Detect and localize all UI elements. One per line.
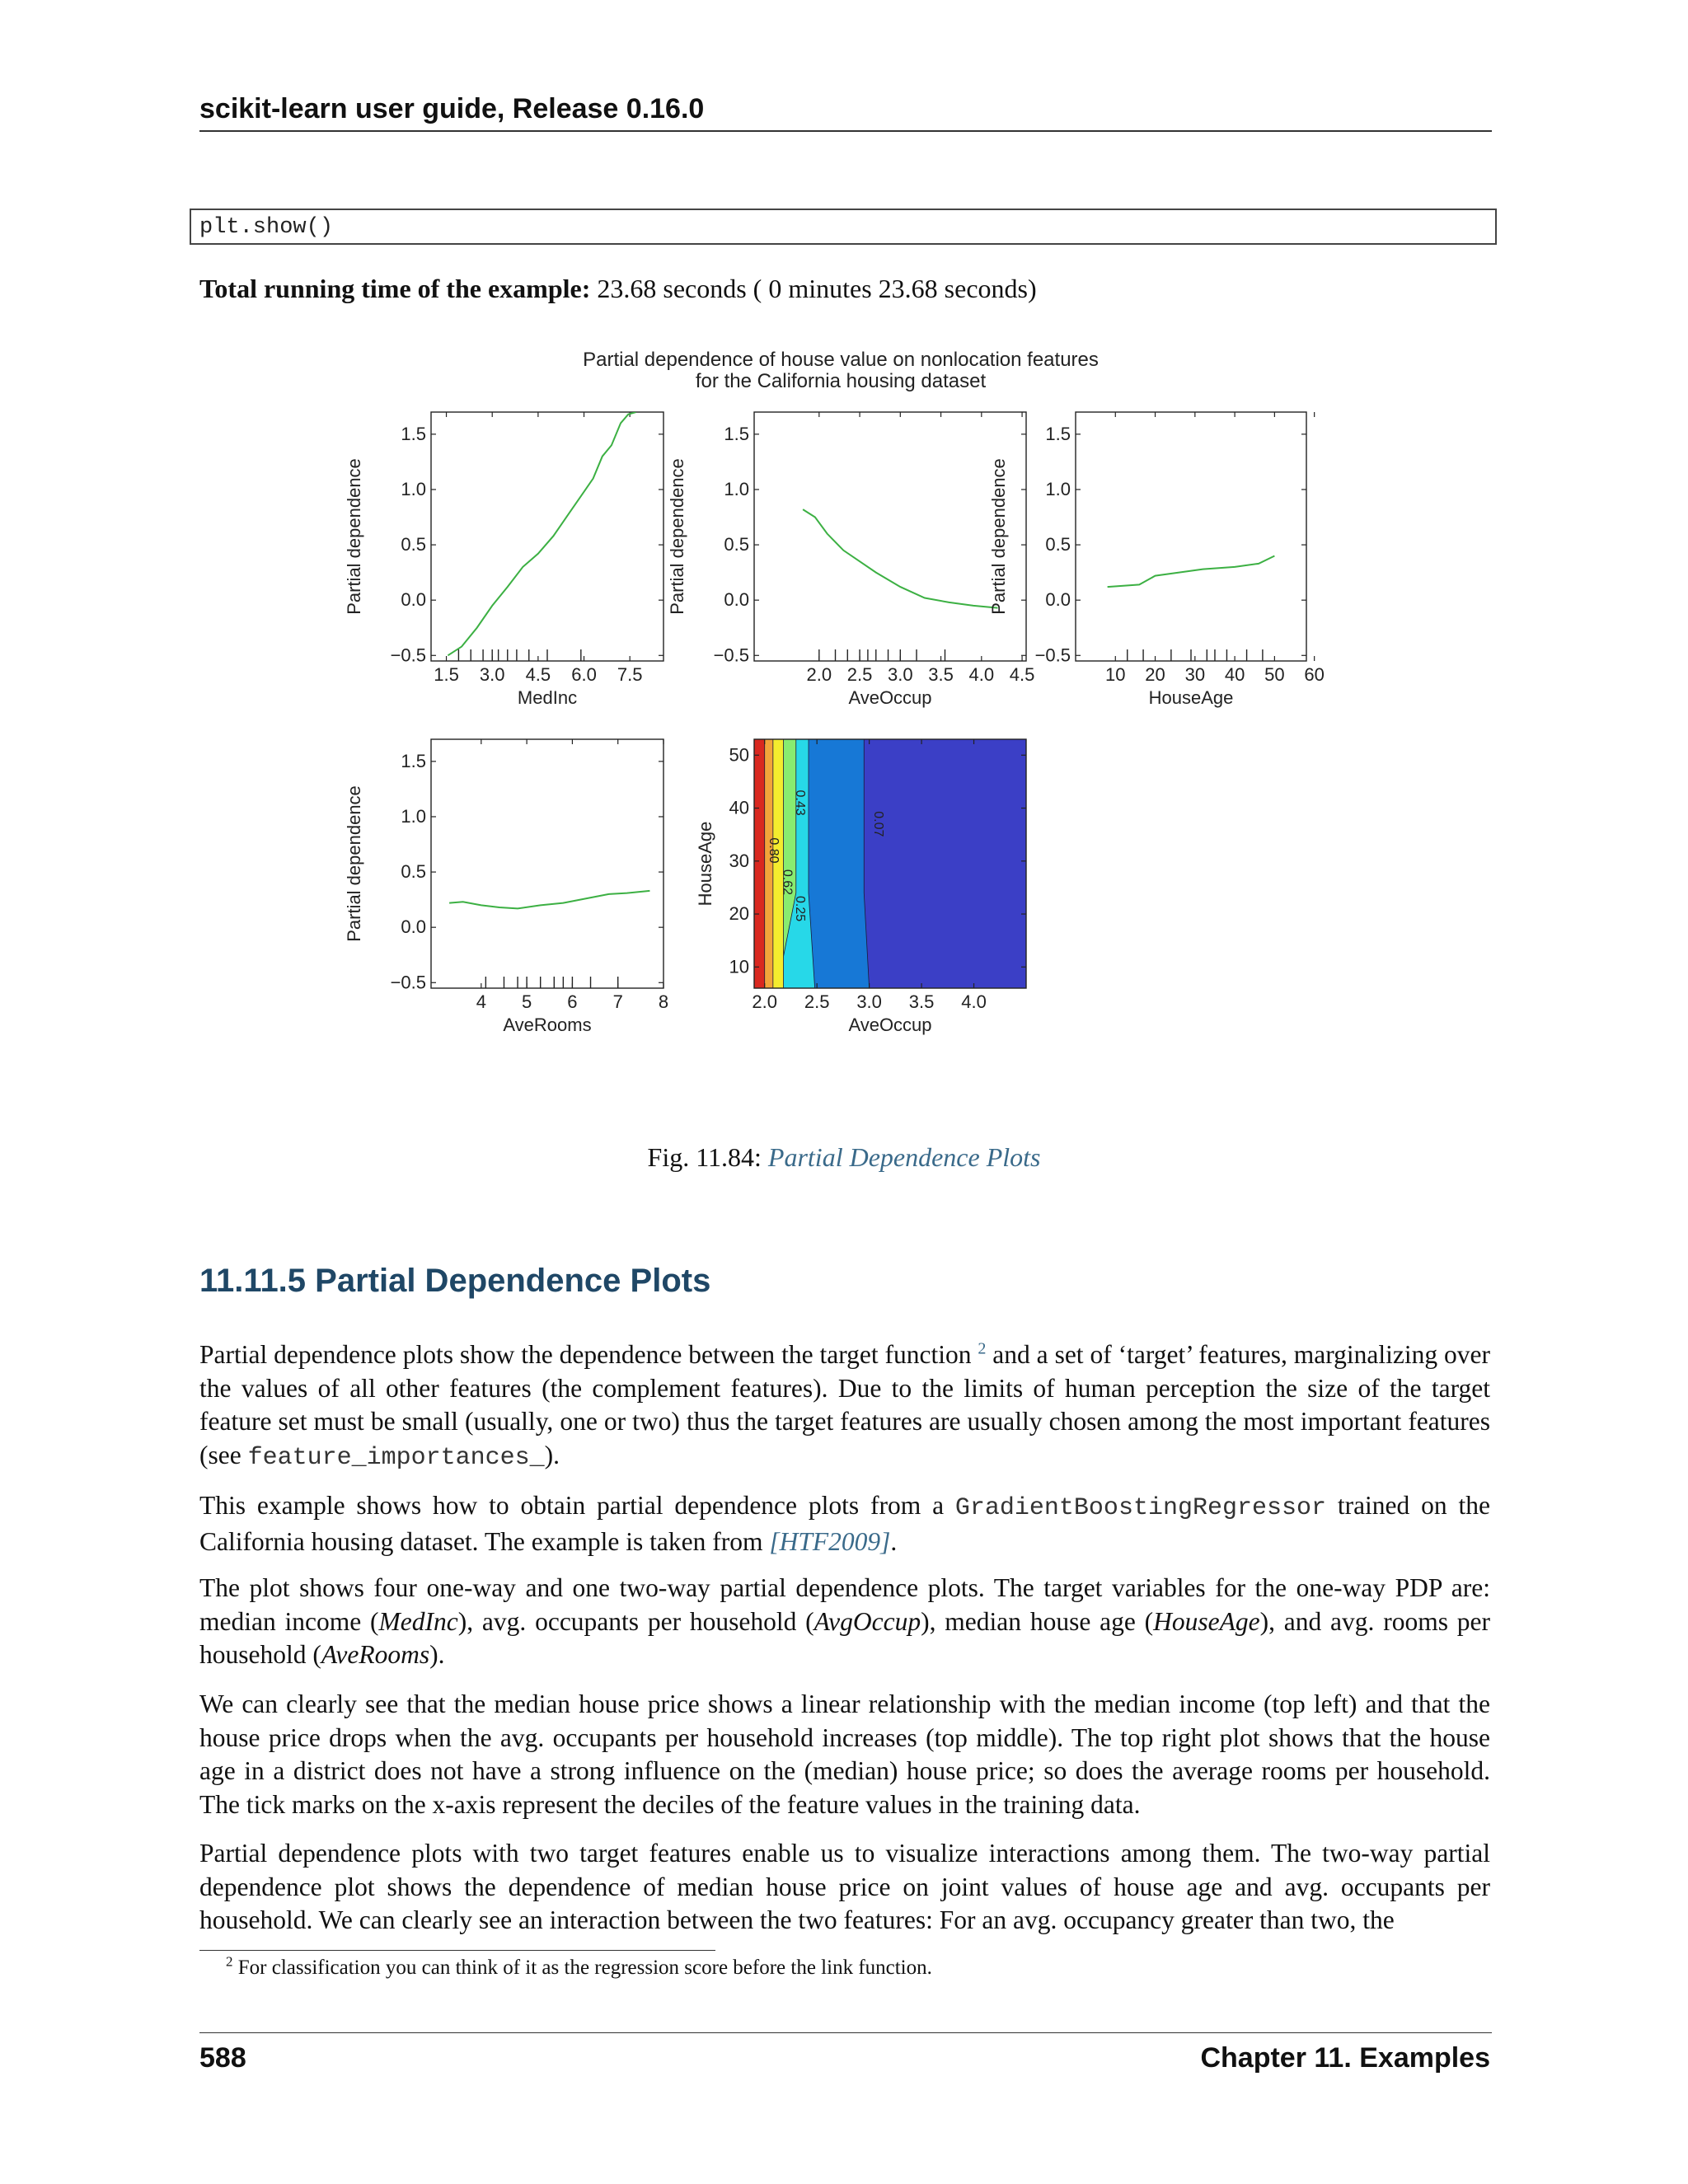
y-tick-label: 0.0 (401, 916, 426, 938)
p3-averooms: AveRooms (321, 1640, 430, 1669)
pd-line (1108, 555, 1275, 587)
y-tick-label: −0.5 (1034, 644, 1071, 666)
pd-line (449, 891, 649, 908)
y-tick-label: 1.5 (1045, 423, 1071, 444)
y-axis-label: Partial dependence (344, 785, 364, 942)
axes-frame (754, 412, 1026, 661)
y-tick-label: −0.5 (390, 972, 426, 993)
y-tick-label: 0.5 (401, 534, 426, 555)
y-tick-label: 1.0 (401, 805, 426, 827)
x-axis-label: MedInc (517, 687, 578, 708)
y-tick-label: 0.0 (724, 589, 749, 611)
p3-text-d: ), and avg. rooms per household ( (199, 1606, 1490, 1669)
p1-code: feature_importances_ (247, 1443, 545, 1472)
y-axis-label: HouseAge (695, 821, 715, 907)
contour-label: 0.80 (767, 837, 781, 864)
p3-text-e: ). (429, 1640, 445, 1669)
x-axis-label: AveOccup (848, 1015, 932, 1035)
y-tick-label: 1.5 (401, 423, 426, 444)
y-tick-label: 30 (729, 850, 749, 871)
partial-dependence-figure (313, 330, 1368, 1071)
paragraph-3 (199, 1572, 1490, 1672)
p3-text-c: ), median house age ( (921, 1606, 1154, 1636)
running-header: scikit-learn user guide, Release 0.16.0 (199, 93, 705, 124)
x-tick-label: 6 (567, 991, 578, 1012)
y-tick-label: 0.0 (1045, 589, 1071, 611)
x-tick-label: 10 (1105, 664, 1126, 685)
x-tick-label: 2.5 (846, 664, 873, 685)
p3-avgoccup: AvgOccup (814, 1606, 921, 1636)
y-axis-label: Partial dependence (344, 458, 364, 615)
x-tick-label: 20 (1145, 664, 1165, 685)
pd-line (803, 509, 997, 607)
figure-caption-link[interactable]: Partial Dependence Plots (767, 1142, 1041, 1172)
y-tick-label: 0.0 (401, 589, 426, 611)
x-axis-label: AveRooms (503, 1015, 592, 1035)
citation-link[interactable]: [HTF2009] (769, 1526, 891, 1556)
contour-band-6 (754, 739, 765, 988)
paragraph-1 (199, 1338, 1490, 1474)
p2-text-c: . (890, 1526, 898, 1556)
axes-frame (431, 412, 663, 661)
x-tick-label: 50 (1264, 664, 1285, 685)
y-tick-label: 40 (729, 797, 749, 818)
y-tick-label: 0.5 (1045, 534, 1071, 555)
y-axis-label: Partial dependence (988, 458, 1009, 615)
y-tick-label: 1.0 (1045, 478, 1071, 499)
running-time-label: Total running time of the example: (199, 274, 591, 303)
figure-caption (0, 1142, 1688, 1173)
y-tick-label: 20 (729, 903, 749, 925)
x-tick-label: 6.0 (571, 664, 597, 685)
x-tick-label: 5 (521, 991, 532, 1012)
y-tick-label: 0.5 (724, 534, 749, 555)
p3-text-b: ), avg. occupants per household ( (457, 1606, 814, 1636)
footnote (226, 1953, 932, 1980)
y-tick-label: 0.5 (401, 861, 426, 883)
figure-caption-prefix: Fig. 11.84: (647, 1142, 762, 1172)
contour-label: 0.25 (792, 896, 807, 922)
x-tick-label: 3.5 (908, 991, 935, 1012)
code-block (190, 209, 1497, 245)
section-heading: 11.11.5 Partial Dependence Plots (199, 1263, 711, 1299)
p2-code: GradientBoostingRegressor (954, 1494, 1326, 1522)
x-axis-label: AveOccup (848, 687, 932, 708)
axes-frame (1076, 412, 1306, 661)
running-time-value: 23.68 seconds ( 0 minutes 23.68 seconds) (597, 274, 1037, 303)
page-number: 588 (199, 2042, 246, 2074)
x-tick-label: 3.0 (856, 991, 882, 1012)
panel-4 (344, 739, 668, 1035)
contour-label: 0.43 (792, 790, 807, 816)
x-tick-label: 3.0 (888, 664, 913, 685)
footnote-rule (199, 1950, 715, 1951)
p1-text-a: Partial dependence plots show the dependence between the target function (199, 1340, 978, 1369)
contour-label: 0.07 (870, 811, 885, 837)
x-tick-label: 2.0 (752, 991, 777, 1012)
y-tick-label: 1.5 (401, 750, 426, 771)
code-text: plt.show() (199, 215, 334, 240)
p3-houseage: HouseAge (1153, 1606, 1260, 1636)
x-tick-label: 30 (1184, 664, 1206, 685)
p3-medinc: MedInc (378, 1606, 458, 1636)
header-rule (199, 130, 1492, 132)
heatmap-fill (754, 739, 1026, 988)
x-tick-label: 8 (658, 991, 669, 1012)
footer-rule (199, 2032, 1492, 2033)
x-tick-label: 4.5 (525, 664, 551, 685)
contour-label: 0.62 (780, 869, 795, 896)
paragraph-2 (199, 1489, 1490, 1558)
pd-line (448, 412, 635, 655)
x-tick-label: 2.5 (804, 991, 830, 1012)
p1-text-c: ). (544, 1440, 560, 1469)
x-tick-label: 40 (1224, 664, 1245, 685)
y-tick-label: 1.5 (724, 423, 749, 444)
p1-text-b: and a set of ‘target’ features, marginalizing over the values of all other features (the complement features). Due to the limits of human perception the size of the target feature set must be small (usually, one or two) thus the target features are usually chosen among the most important features (see (199, 1340, 1491, 1469)
footnote-number: 2 (226, 1953, 233, 1970)
chapter-label: Chapter 11. Examples (1200, 2042, 1490, 2074)
x-tick-label: 4 (476, 991, 486, 1012)
y-tick-label: −0.5 (390, 644, 426, 666)
x-tick-label: 1.5 (434, 664, 459, 685)
panel-2 (667, 412, 1034, 708)
footnote-text: For classification you can think of it as the regression score before the link function. (237, 1957, 932, 1979)
x-tick-label: 2.0 (806, 664, 832, 685)
running-time (199, 274, 1037, 304)
panel-1 (344, 412, 663, 708)
y-tick-label: −0.5 (713, 644, 749, 666)
y-tick-label: 1.0 (724, 478, 749, 499)
axes-frame (431, 739, 663, 988)
x-tick-label: 7.5 (617, 664, 643, 685)
x-tick-label: 4.5 (1009, 664, 1035, 685)
x-tick-label: 3.5 (928, 664, 954, 685)
panel-3 (988, 412, 1325, 708)
figure-panels (344, 412, 1325, 1035)
y-tick-label: 10 (729, 956, 749, 977)
p2-text-a: This example shows how to obtain partial dependence plots from a (199, 1491, 955, 1520)
p3-text-a: The plot shows four one-way and one two-way partial dependence plots. The target variables for the one-way PDP are: median income ( (199, 1573, 1490, 1636)
x-tick-label: 60 (1304, 664, 1325, 685)
footnote-ref[interactable]: 2 (978, 1339, 987, 1358)
x-tick-label: 4.0 (968, 664, 995, 685)
x-tick-label: 7 (612, 991, 623, 1012)
y-tick-label: 50 (729, 744, 749, 766)
x-tick-label: 4.0 (961, 991, 987, 1012)
y-axis-label: Partial dependence (667, 458, 687, 615)
figure-subtitle: for the California housing dataset (695, 370, 987, 392)
y-tick-label: 1.0 (401, 478, 426, 499)
paragraph-5: Partial dependence plots with two target features enable us to visualize interactions among them. The two-way partial dependence plot shows the dependence of median house price on joint values of house age and avg. occupants per household. We can clearly see an interaction between the two features: For an avg. occupancy greater than two, the (199, 1839, 1490, 1934)
x-axis-label: HouseAge (1148, 687, 1234, 708)
figure-title: Partial dependence of house value on nonlocation features (583, 349, 1099, 371)
x-tick-label: 3.0 (479, 664, 505, 685)
panel-5 (695, 739, 1026, 1035)
p2-text-b: trained on the California housing dataset. The example is taken from (199, 1491, 1490, 1556)
paragraph-4: We can clearly see that the median house price shows a linear relationship with the median income (top left) and that the house price drops when the avg. occupants per household increases (top middle). The top right plot shows that the house age in a district does not have a strong influence on the (median) house price; so does the average rooms per household. The tick marks on the x-axis represent the deciles of the feature values in the training data. (199, 1690, 1490, 1819)
